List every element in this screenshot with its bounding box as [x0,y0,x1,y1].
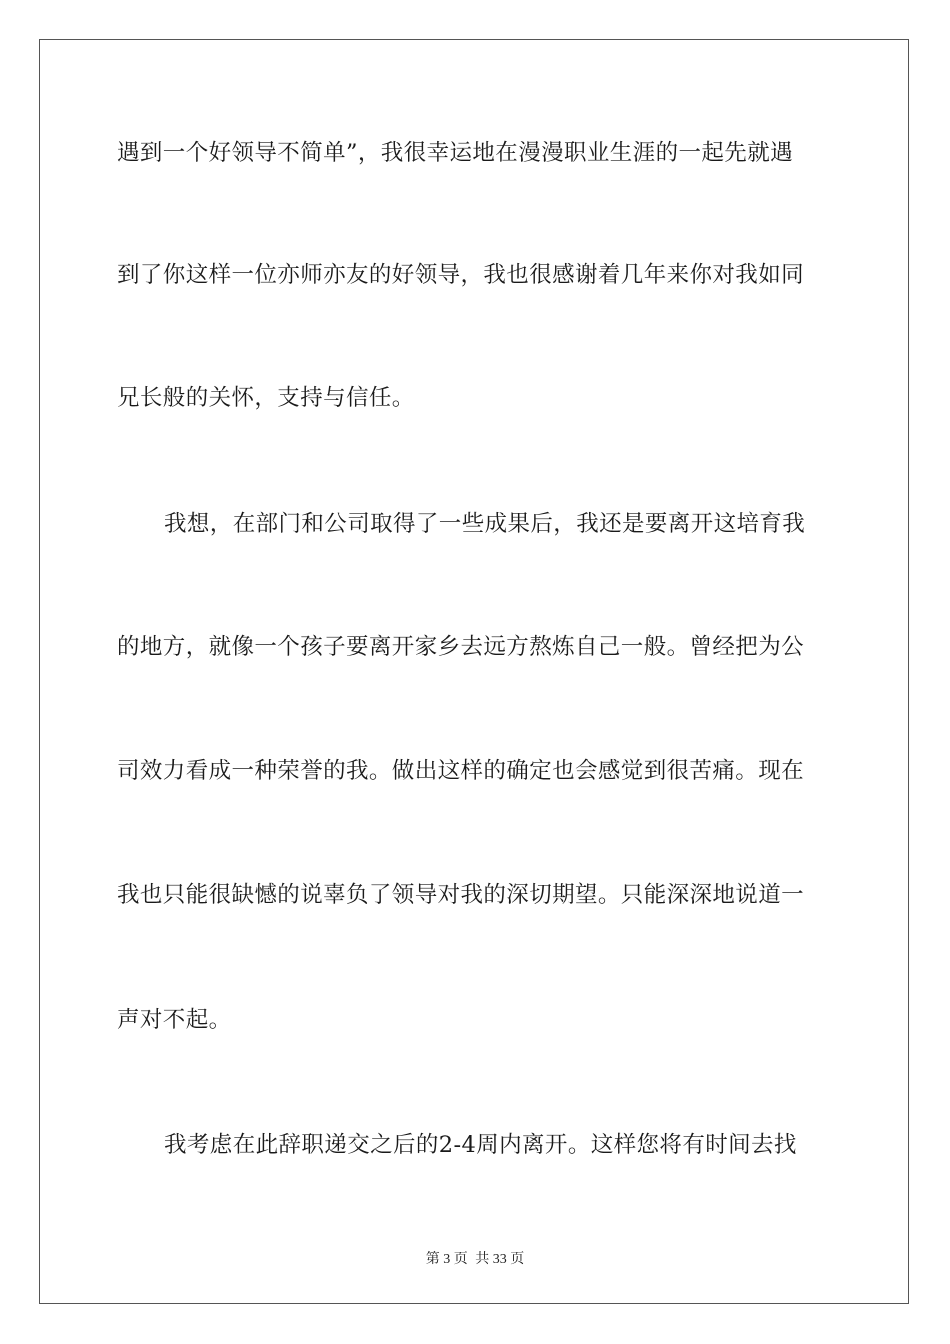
paragraph-1-line-2: 到了你这样一位亦师亦友的好领导，我也很感谢着几年来你对我如同 [117,262,805,288]
page-footer [0,1248,950,1268]
page-total: 共 33 页 [475,1252,525,1267]
paragraph-2-line-2: 的地方，就像一个孩子要离开家乡去远方熬炼自己一般。曾经把为公 [117,634,805,660]
paragraph-2-line-5: 声对不起。 [117,1007,232,1033]
page-number: 第 3 页 [425,1252,468,1267]
page-border [39,39,909,1304]
paragraph-2-line-4: 我也只能很缺憾的说辜负了领导对我的深切期望。只能深深地说道一 [117,882,805,908]
paragraph-2-line-3: 司效力看成一种荣誉的我。做出这样的确定也会感觉到很苦痛。现在 [117,758,805,784]
paragraph-3-line-1: 我考虑在此辞职递交之后的2-4周内离开。这样您将有时间去找 [164,1132,797,1158]
paragraph-2-line-1: 我想，在部门和公司取得了一些成果后，我还是要离开这培育我 [164,511,806,537]
paragraph-1-line-1: 遇到一个好领导不简单”，我很幸运地在漫漫职业生涯的一起先就遇 [117,140,794,166]
paragraph-1-line-3: 兄长般的关怀，支持与信任。 [117,385,415,411]
